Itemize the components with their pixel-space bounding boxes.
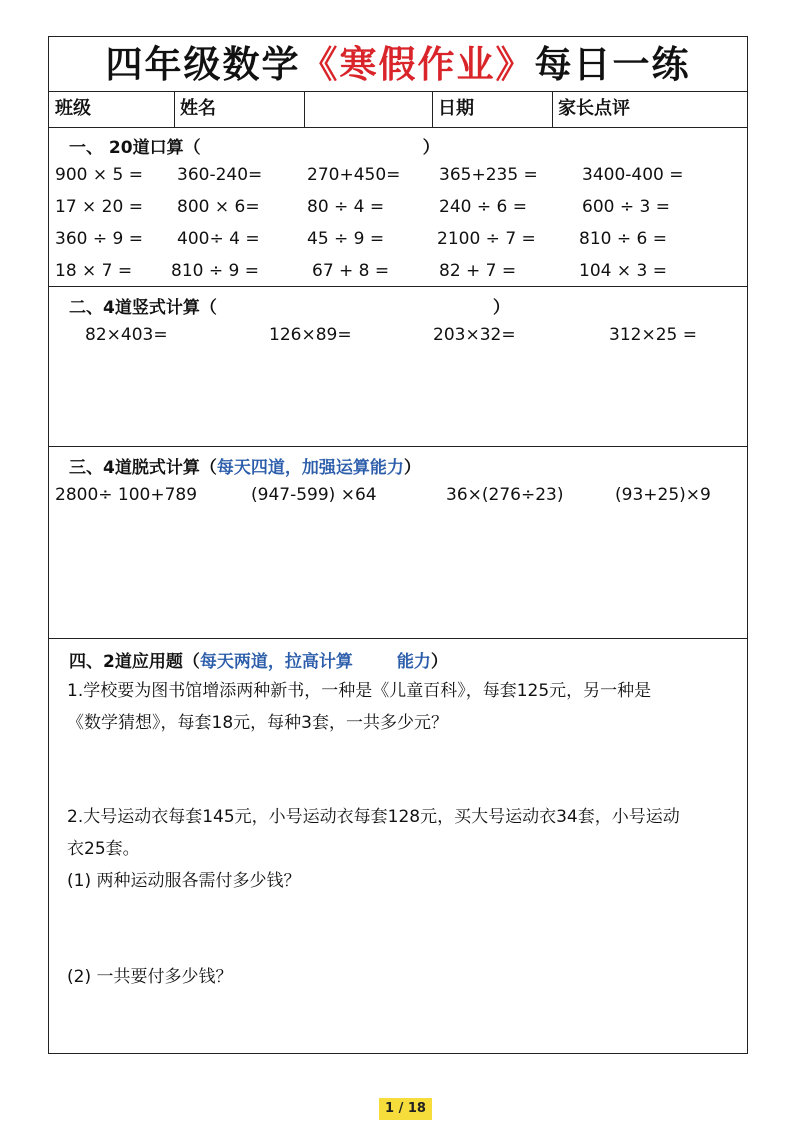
section-word-problems	[49, 639, 747, 1053]
oral-problem: 104 × 3 =	[579, 261, 667, 281]
oral-problem: 800 × 6=	[177, 197, 260, 217]
section-heading: 三、4道脱式计算（每天四道，加强运算能力）	[69, 458, 421, 478]
name-field[interactable]	[304, 91, 432, 127]
oral-problem: 360-240=	[177, 165, 263, 185]
section-heading: 二、4道竖式计算（ ）	[69, 298, 510, 318]
section-note: 每天四道，加强运算能力	[216, 458, 404, 478]
vertical-problem: 82×403=	[85, 325, 168, 345]
section-vertical-calculation	[49, 287, 747, 447]
worksheet	[48, 36, 748, 1054]
word-problem-2-line2: 衣25套。	[67, 839, 140, 859]
stepwise-problem: 2800÷ 100+789	[55, 485, 198, 505]
oral-problem: 17 × 20 =	[55, 197, 143, 217]
title-highlight: 《寒假作业》	[300, 42, 535, 86]
oral-problem: 360 ÷ 9 =	[55, 229, 143, 249]
oral-problem: 67 + 8 =	[312, 261, 390, 281]
oral-problem: 365+235 =	[439, 165, 538, 185]
oral-problem: 240 ÷ 6 =	[439, 197, 527, 217]
word-problem-1-line1: 1.学校要为图书馆增添两种新书，一种是《儿童百科》，每套125元，另一种是	[67, 681, 652, 701]
section-note-tail: 能力	[396, 652, 431, 672]
page-indicator: 1 / 18	[379, 1098, 432, 1120]
oral-problem: 2100 ÷ 7 =	[437, 229, 536, 249]
vertical-problem: 203×32=	[433, 325, 516, 345]
oral-problem: 82 + 7 =	[439, 261, 517, 281]
date-label: 日期	[438, 98, 474, 119]
word-problem-1-line2: 《数学猜想》，每套18元，每种3套，一共多少元？	[67, 713, 448, 733]
oral-problem: 80 ÷ 4 =	[307, 197, 385, 217]
oral-problem: 810 ÷ 9 =	[171, 261, 259, 281]
section-heading: 一、 20道口算（ ）	[69, 138, 440, 158]
word-problem-2-part1: (1) 两种运动服各需付多少钱？	[67, 871, 301, 891]
oral-problem: 18 × 7 =	[55, 261, 133, 281]
oral-problem: 900 × 5 =	[55, 165, 143, 185]
name-label: 姓名	[180, 98, 216, 119]
vertical-problem: 312×25 =	[609, 325, 697, 345]
oral-problem: 45 ÷ 9 =	[307, 229, 385, 249]
section-heading: 四、2道应用题（每天两道，拉高计算 能力）	[69, 652, 448, 672]
section-stepwise-calculation	[49, 447, 747, 639]
oral-problem: 3400-400 =	[582, 165, 684, 185]
section-note: 每天两道，拉高计算	[199, 652, 353, 672]
oral-problem: 270+450=	[307, 165, 401, 185]
info-row	[49, 91, 747, 128]
oral-problem: 600 ÷ 3 =	[582, 197, 670, 217]
vertical-problem: 126×89=	[269, 325, 352, 345]
section-oral-arithmetic	[49, 127, 747, 287]
class-label: 班级	[55, 98, 91, 119]
title-daily: 每日一练	[534, 42, 691, 86]
oral-problem: 810 ÷ 6 =	[579, 229, 667, 249]
stepwise-problem: (93+25)×9	[615, 485, 711, 505]
stepwise-problem: (947-599) ×64	[251, 485, 377, 505]
oral-problem: 400÷ 4 =	[177, 229, 260, 249]
word-problem-2-part2: (2) 一共要付多少钱？	[67, 967, 233, 987]
parent-comment-label: 家长点评	[558, 98, 630, 119]
worksheet-title	[49, 37, 747, 92]
word-problem-2-line1: 2.大号运动衣每套145元，小号运动衣每套128元，买大号运动衣34套，小号运动	[67, 807, 680, 827]
stepwise-problem: 36×(276÷23)	[446, 485, 564, 505]
title-grade: 四年级数学	[105, 42, 301, 86]
